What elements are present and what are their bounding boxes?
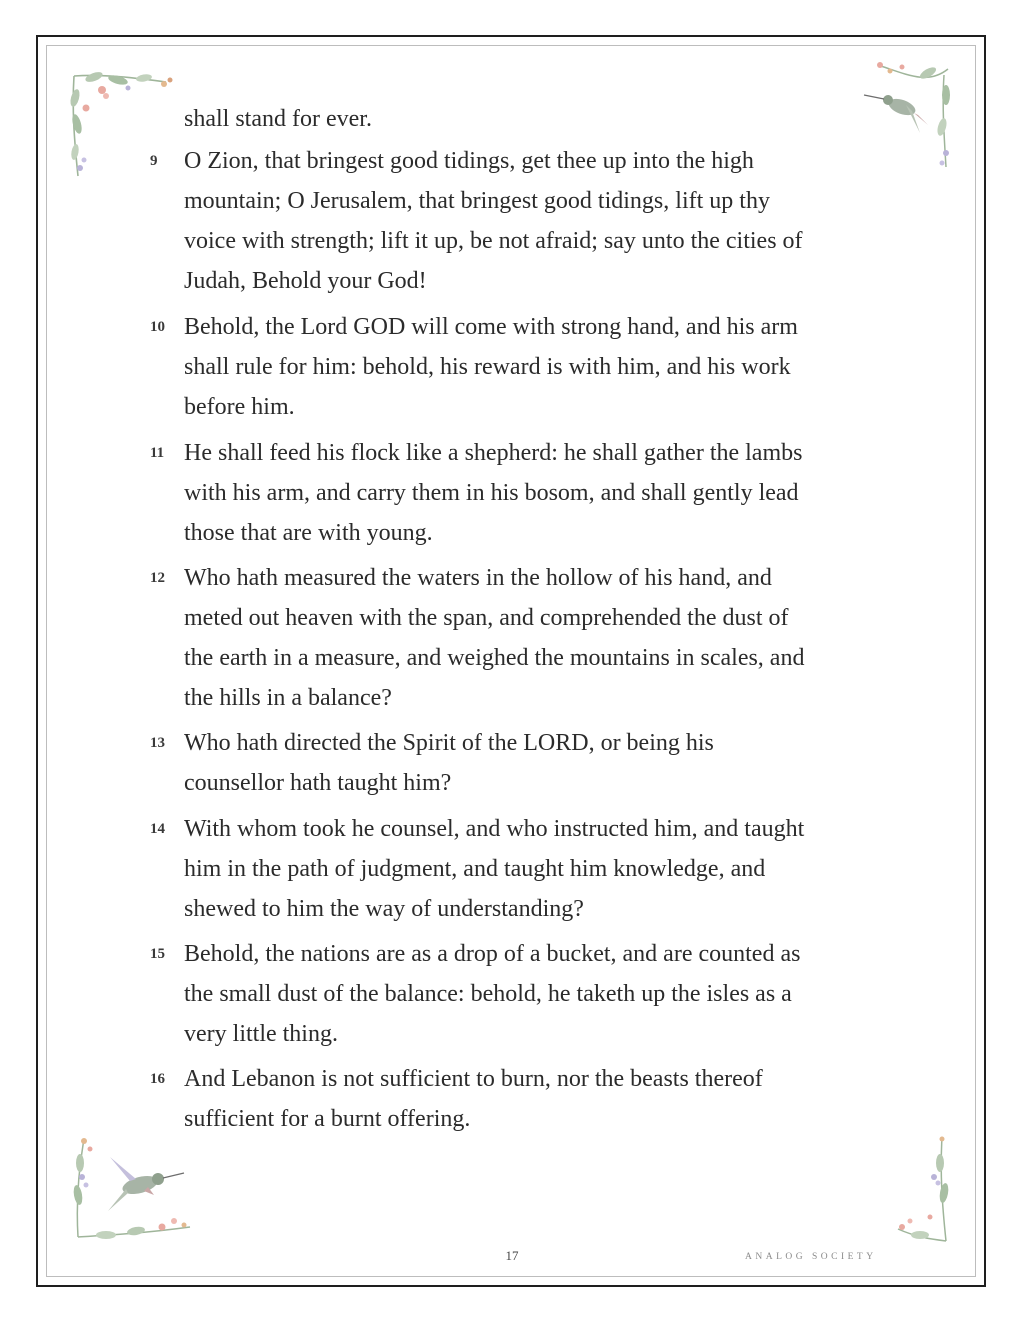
verse-text: Who hath measured the waters in the hollow of his hand, and meted out heaven with the span, and comprehended the dust of the earth in a measure, and weighed the mountains in scales, and the hills in a balance? xyxy=(184,565,805,711)
verse-number: 10 xyxy=(150,319,165,335)
verse-number: 13 xyxy=(150,735,165,751)
hummingbird-floral-icon xyxy=(66,1133,196,1245)
verse-text: He shall feed his flock like a shepherd: he shall gather the lambs with his arm, and carry them in his bosom, and shall gently lead those that are with young. xyxy=(184,440,803,546)
verse-number: 16 xyxy=(150,1071,165,1087)
page-number: 17 xyxy=(505,1248,519,1263)
floral-corner-icon xyxy=(890,1133,960,1245)
verse-text: And Lebanon is not sufficient to burn, nor the beasts thereof sufficient for a burnt offering. xyxy=(184,1066,763,1132)
verse-text: O Zion, that bringest good tidings, get thee up into the high mountain; O Jerusalem, that bringest good tidings, lift up thy voice with strength; lift it up, be not afraid; say unto the cities of Judah, Behold your God! xyxy=(184,148,803,294)
verse-number: 12 xyxy=(150,570,165,586)
verse-number: 9 xyxy=(150,153,158,169)
continuation-text: shall stand for ever. xyxy=(184,106,372,132)
verse-text: With whom took he counsel, and who instructed him, and taught him in the path of judgment, and taught him knowledge, and shewed to him the way of understanding? xyxy=(184,816,805,922)
verse-number: 15 xyxy=(150,946,165,962)
brand-footer: ANALOG SOCIETY xyxy=(745,1252,877,1262)
verse-text: Who hath directed the Spirit of the LORD, or being his counsellor hath taught him? xyxy=(184,730,714,796)
verse-text: Behold, the Lord GOD will come with strong hand, and his arm shall rule for him: behold, his reward is with him, and his work before him. xyxy=(184,314,798,420)
verse-text: Behold, the nations are as a drop of a bucket, and are counted as the small dust of the balance: behold, he taketh up the isles as a very little thing. xyxy=(184,941,801,1047)
verse-number: 14 xyxy=(150,821,165,837)
verse-number: 11 xyxy=(150,445,165,461)
